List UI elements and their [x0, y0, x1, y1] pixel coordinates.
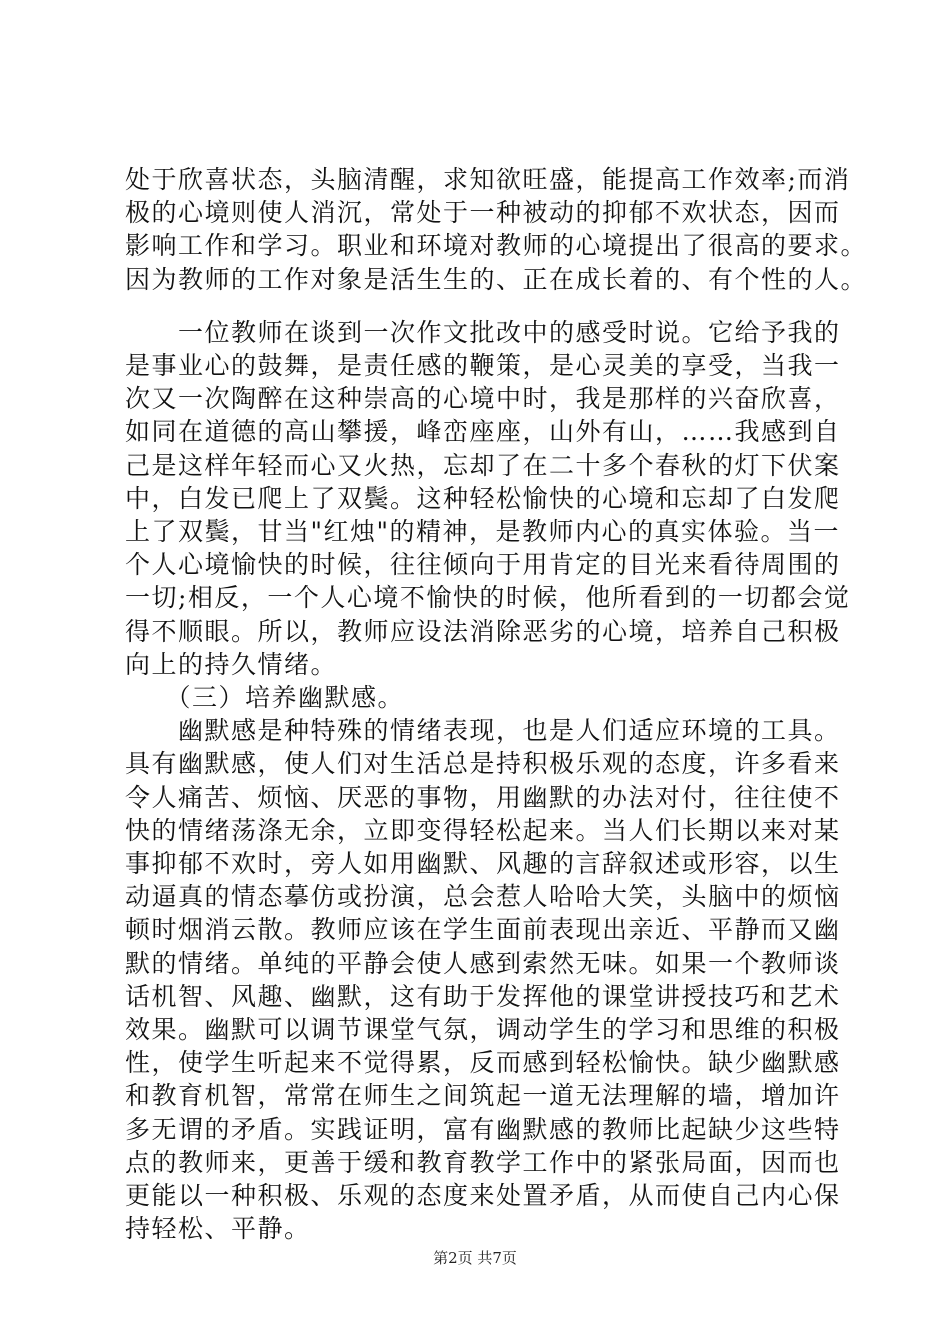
text-line: 向上的持久情绪。: [125, 650, 338, 679]
page-number: 第2页 共7页: [433, 1249, 517, 1267]
text-line: 是事业心的鼓舞，是责任感的鞭策，是心灵美的享受，当我一: [125, 351, 841, 380]
text-line: 影响工作和学习。职业和环境对教师的心境提出了很高的要求。: [125, 231, 868, 260]
text-line: 处于欣喜状态，头脑清醒，求知欲旺盛，能提高工作效率;而消: [125, 165, 851, 194]
text-line: 更能以一种积极、乐观的态度来处置矛盾，从而使自己内心保: [125, 1181, 841, 1210]
text-line: 快的情绪荡涤无余，立即变得轻松起来。当人们长期以来对某: [125, 816, 841, 845]
text-line: 如同在道德的高山攀援，峰峦座座，山外有山，……我感到自: [125, 417, 841, 446]
text-line: 事抑郁不欢时，旁人如用幽默、风趣的言辞叙述或形容，以生: [125, 849, 841, 878]
text-line: 效果。幽默可以调节课堂气氛，调动学生的学习和思维的积极: [125, 1015, 841, 1044]
text-line: 上了双鬓，甘当"红烛"的精神，是教师内心的真实体验。当一: [125, 517, 841, 546]
text-line: 点的教师来，更善于缓和教育教学工作中的紧张局面，因而也: [125, 1148, 841, 1177]
text-line: 话机智、风趣、幽默，这有助于发挥他的课堂讲授技巧和艺术: [125, 982, 841, 1011]
text-line: 个人心境愉快的时候，往往倾向于用肯定的目光来看待周围的: [125, 550, 841, 579]
text-line: 幽默感是种特殊的情绪表现，也是人们适应环境的工具。: [125, 716, 841, 745]
text-line: 一切;相反，一个人心境不愉快的时候，他所看到的一切都会觉: [125, 583, 851, 612]
text-line: 令人痛苦、烦恼、厌恶的事物，用幽默的办法对付，往往使不: [125, 783, 841, 812]
text-line: 一位教师在谈到一次作文批改中的感受时说。它给予我的: [125, 318, 841, 347]
text-line: 顿时烟消云散。教师应该在学生面前表现出亲近、平静而又幽: [125, 915, 841, 944]
text-line: 和教育机智，常常在师生之间筑起一道无法理解的墙，增加许: [125, 1081, 841, 1110]
text-line: 多无谓的矛盾。实践证明，富有幽默感的教师比起缺少这些特: [125, 1115, 841, 1144]
text-line: 默的情绪。单纯的平静会使人感到索然无味。如果一个教师谈: [125, 949, 841, 978]
text-line: 因为教师的工作对象是活生生的、正在成长着的、有个性的人。: [125, 265, 868, 294]
text-line: 次又一次陶醉在这种崇高的心境中时，我是那样的兴奋欣喜，: [125, 384, 841, 413]
section-heading: （三）培养幽默感。: [125, 683, 405, 712]
text-line: 性，使学生听起来不觉得累，反而感到轻松愉快。缺少幽默感: [125, 1048, 841, 1077]
text-line: 得不顺眼。所以，教师应设法消除恶劣的心境，培养自己积极: [125, 617, 841, 646]
text-line: 极的心境则使人消沉，常处于一种被动的抑郁不欢状态，因而: [125, 198, 841, 227]
text-line: 具有幽默感，使人们对生活总是持积极乐观的态度，许多看来: [125, 749, 841, 778]
text-line: 持轻松、平静。: [125, 1214, 311, 1243]
text-line: 动逼真的情态摹仿或扮演，总会惹人哈哈大笑，头脑中的烦恼: [125, 882, 841, 911]
text-line: 己是这样年轻而心又火热，忘却了在二十多个春秋的灯下伏案: [125, 451, 841, 480]
text-line: 中，白发已爬上了双鬓。这种轻松愉快的心境和忘却了白发爬: [125, 484, 841, 513]
